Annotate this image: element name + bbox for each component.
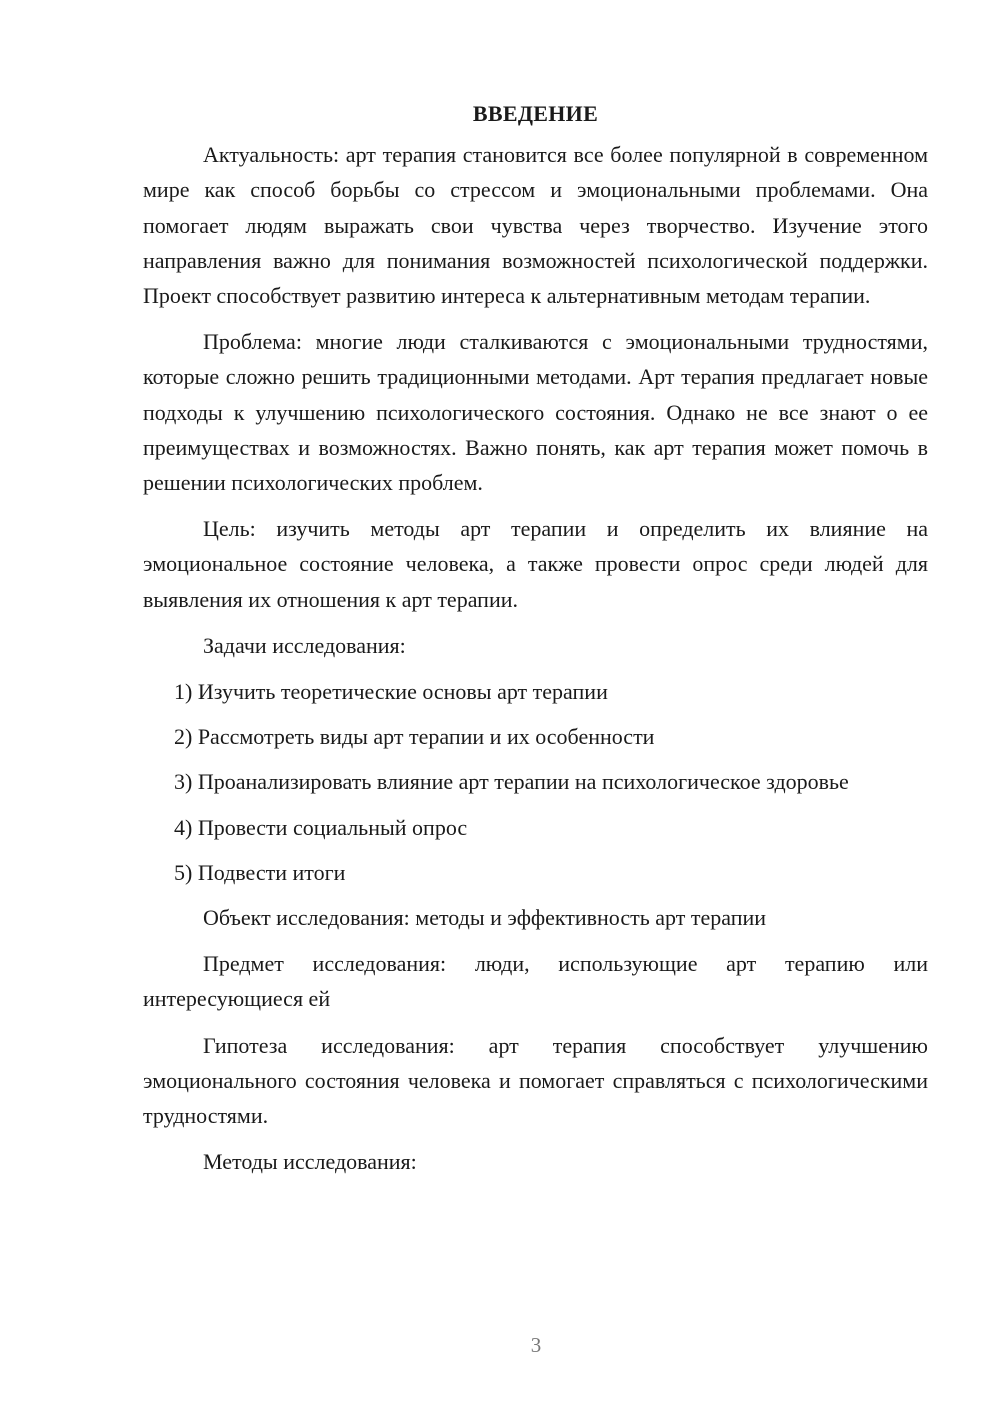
task-item-2: 2) Рассмотреть виды арт терапии и их особенности — [174, 724, 655, 750]
task-item-1: 1) Изучить теоретические основы арт терапии — [174, 679, 608, 705]
task-item-4: 4) Провести социальный опрос — [174, 814, 468, 840]
problem-paragraph: Проблема: многие люди сталкиваются с эмоциональными трудностями, которые сложно решить традиционными методами. Арт терапия предлагает новые подходы к улучшению психологического состояния. Однако не все знают о ее преимуществах и возможностях. Важно понять, как арт терапия может помочь в решении психологических проблем. — [143, 329, 928, 496]
object-paragraph: Объект исследования: методы и эффективность арт терапии — [203, 905, 767, 931]
goal-paragraph: Цель: изучить методы арт терапии и определить их влияние на эмоциональное состояние человека, а также провести опрос среди людей для выявления их отношения к арт терапии. — [143, 516, 928, 612]
subject-paragraph: Предмет исследования: люди, использующие арт терапию или интересующиеся ей — [143, 951, 928, 1012]
hypothesis-paragraph: Гипотеза исследования: арт терапия способствует улучшению эмоционального состояния человека и помогает справляться с психологическими трудностями. — [143, 1032, 928, 1129]
task-item-5: 5) Подвести итоги — [174, 859, 346, 885]
task-item-3: 3) Проанализировать влияние арт терапии на психологическое здоровье — [174, 769, 849, 795]
page-number: 3 — [530, 1333, 542, 1357]
document-page — [143, 96, 928, 1190]
section-heading: ВВЕДЕНИЕ — [472, 101, 599, 126]
tasks-heading: Задачи исследования: — [203, 632, 406, 658]
methods-heading: Методы исследования: — [203, 1149, 417, 1175]
relevance-paragraph: Актуальность: арт терапия становится все более популярной в современном мире как способ борьбы со стрессом и эмоциональными проблемами. Она помогает людям выражать свои чувства через творчество. Изучение этого направления важно для понимания возможностей психологической поддержки. Проект способствует развитию интереса к альтернативным методам терапии. — [143, 142, 928, 309]
